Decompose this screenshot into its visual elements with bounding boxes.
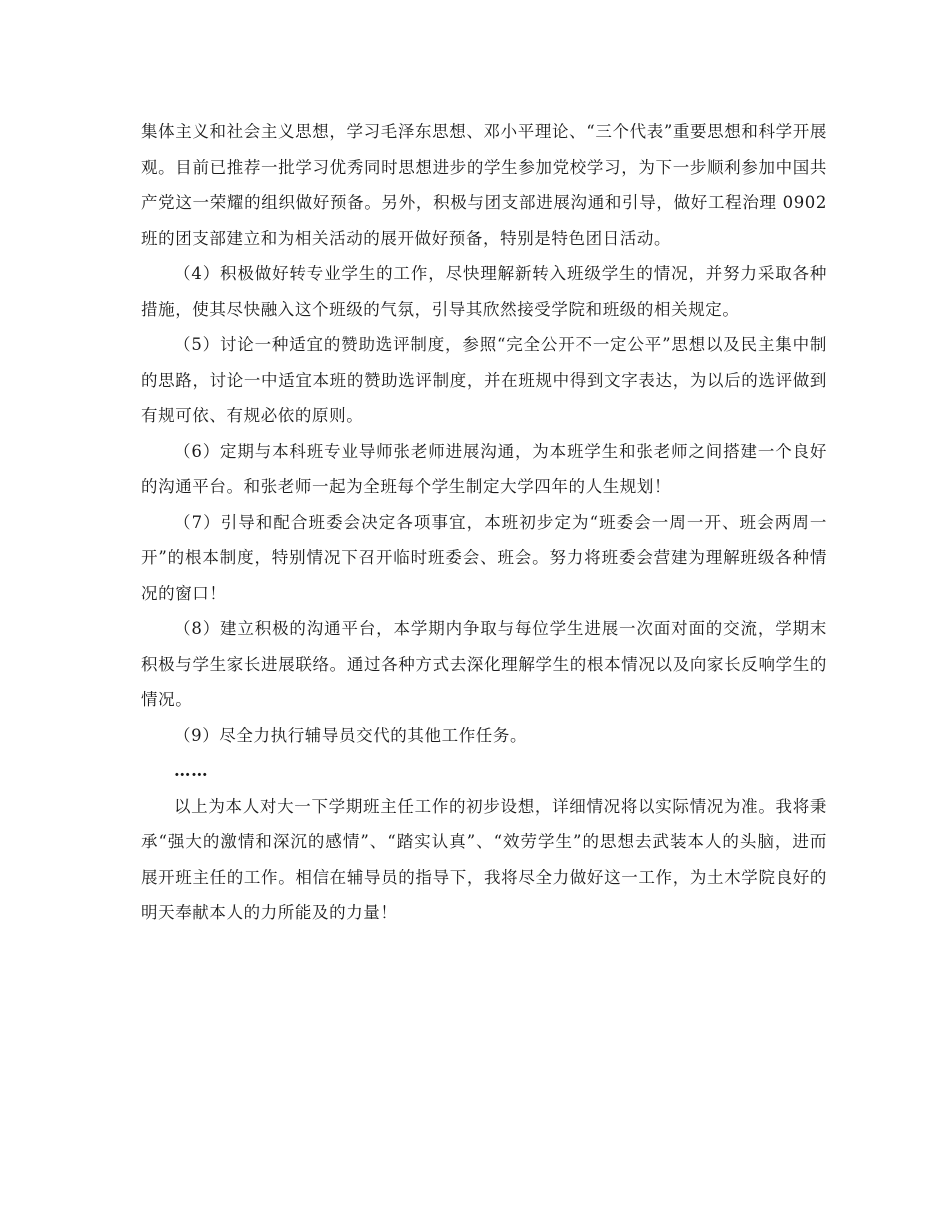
paragraph-item-9: （9）尽全力执行辅导员交代的其他工作任务。 — [174, 725, 528, 745]
paragraph-item-4: （4）积极做好转专业学生的工作，尽快理解新转入班级学生的情况，并努力采取各种措施，使其尽快融入这个班级的气氛，引导其欣然接受学院和班级的相关规定。 — [141, 264, 827, 319]
document-body — [141, 114, 827, 931]
paragraph-item-6: （6）定期与本科班专业导师张老师进展沟通，为本班学生和张老师之间搭建一个良好的沟通平台。和张老师一起为全班每个学生制定大学四年的人生规划！ — [141, 441, 827, 496]
paragraph-conclusion: 以上为本人对大一下学期班主任工作的初步设想，详细情况将以实际情况为准。我将秉承“强大的激情和深沉的感情”、“踏实认真”、“效劳学生”的思想去武装本人的头脑，进而展开班主任的工作。相信在辅导员的指导下，我将尽全力做好这一工作，为土木学院良好的明天奉献本人的力所能及的力量！ — [141, 796, 827, 922]
ellipsis-line: …… — [174, 761, 209, 780]
paragraph-continuation: 集体主义和社会主义思想，学习毛泽东思想、邓小平理论、“三个代表”重要思想和科学开展观。目前已推荐一批学习优秀同时思想进步的学生参加党校学习，为下一步顺利参加中国共产党这一荣耀的组织做好预备。另外，积极与团支部进展沟通和引导，做好工程治理 0902 班的团支部建立和为相关活动的展开做好预备，特别是特色团日活动。 — [141, 122, 827, 248]
paragraph-item-8: （8）建立积极的沟通平台，本学期内争取与每位学生进展一次面对面的交流，学期末积极与学生家长进展联络。通过各种方式去深化理解学生的根本情况以及向家长反响学生的情况。 — [141, 619, 827, 709]
paragraph-item-7: （7）引导和配合班委会决定各项事宜，本班初步定为“班委会一周一开、班会两周一开”的根本制度，特别情况下召开临时班委会、班会。努力将班委会营建为理解班级各种情况的窗口！ — [141, 512, 827, 603]
paragraph-item-5: （5）讨论一种适宜的赞助选评制度，参照“完全公开不一定公平”思想以及民主集中制的思路，讨论一中适宜本班的赞助选评制度，并在班规中得到文字表达，为以后的选评做到有规可依、有规必依的原则。 — [141, 335, 827, 425]
